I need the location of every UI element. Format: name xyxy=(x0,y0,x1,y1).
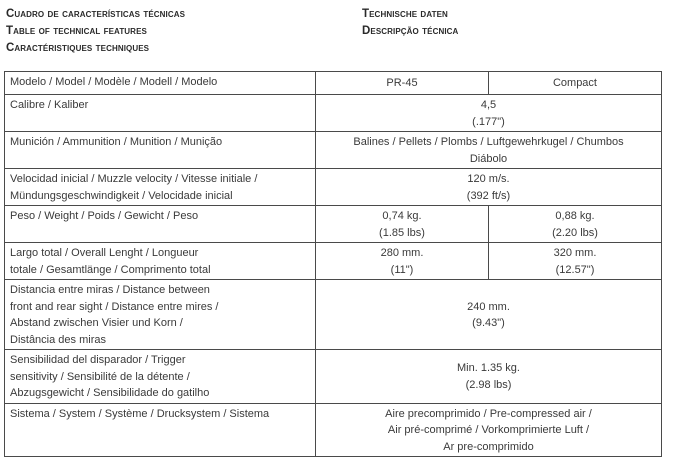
row-value-ammunition: Balines / Pellets / Plombs / Luftgewehrkugel / Chumbos Diábolo xyxy=(315,132,661,169)
row-label-weight: Peso / Weight / Poids / Gewicht / Peso xyxy=(5,206,316,243)
row-value-length-compact: 320 mm. (12.57") xyxy=(488,243,661,280)
titles-left xyxy=(6,6,185,57)
row-value-sight-distance: 240 mm. (9.43") xyxy=(315,280,661,350)
row-label-caliber: Calibre / Kaliber xyxy=(5,95,316,132)
table-row xyxy=(5,280,662,350)
title-spanish: Cuadro de características técnicas xyxy=(6,8,186,20)
row-value-muzzle-velocity: 120 m/s. (392 ft/s) xyxy=(315,169,661,206)
title-english: Table of technical features xyxy=(6,25,147,37)
row-label-sight-distance: Distancia entre miras / Distance between front and rear sight / Distance entre mires / Abstand zwischen Visier und Korn / Distância des miras xyxy=(5,280,316,350)
row-value-weight-pr45: 0,74 kg. (1.85 lbs) xyxy=(315,206,488,243)
row-value-length-pr45: 280 mm. (11") xyxy=(315,243,488,280)
title-portuguese: Descripção técnica xyxy=(362,25,459,37)
model-label: Modelo / Model / Modèle / Modell / Modelo xyxy=(5,72,316,95)
table-row xyxy=(5,132,662,169)
document-titles xyxy=(6,6,674,66)
model-compact: Compact xyxy=(488,72,661,95)
table-row xyxy=(5,403,662,457)
technical-features-table xyxy=(4,71,662,457)
table-row xyxy=(5,169,662,206)
titles-right xyxy=(362,6,458,40)
row-value-trigger-sensitivity: Min. 1.35 kg. (2.98 lbs) xyxy=(315,350,661,404)
title-german: Technische daten xyxy=(362,8,448,20)
row-value-system: Aire precomprimido / Pre-compressed air / Air pré-comprimé / Vorkomprimierte Luft / Ar pre-comprimido xyxy=(315,403,661,457)
row-label-overall-length: Largo total / Overall Lenght / Longueur totale / Gesamtlänge / Comprimento total xyxy=(5,243,316,280)
title-french: Caractéristiques techniques xyxy=(6,42,150,54)
row-label-ammunition: Munición / Ammunition / Munition / Munição xyxy=(5,132,316,169)
table-row xyxy=(5,243,662,280)
table-header-row xyxy=(5,72,662,95)
row-label-trigger-sensitivity: Sensibilidad del disparador / Trigger sensitivity / Sensibilité de la détente / Abzugsgewicht / Sensibilidade do gatilho xyxy=(5,350,316,404)
table-row xyxy=(5,95,662,132)
table-row xyxy=(5,206,662,243)
row-label-system: Sistema / System / Système / Drucksystem / Sistema xyxy=(5,403,316,457)
row-value-caliber: 4,5 (.177") xyxy=(315,95,661,132)
row-label-muzzle-velocity: Velocidad inicial / Muzzle velocity / Vitesse initiale / Mündungsgeschwindigkeit / Velocidade inicial xyxy=(5,169,316,206)
row-value-weight-compact: 0,88 kg. (2.20 lbs) xyxy=(488,206,661,243)
model-pr45: PR-45 xyxy=(315,72,488,95)
table-row xyxy=(5,350,662,404)
